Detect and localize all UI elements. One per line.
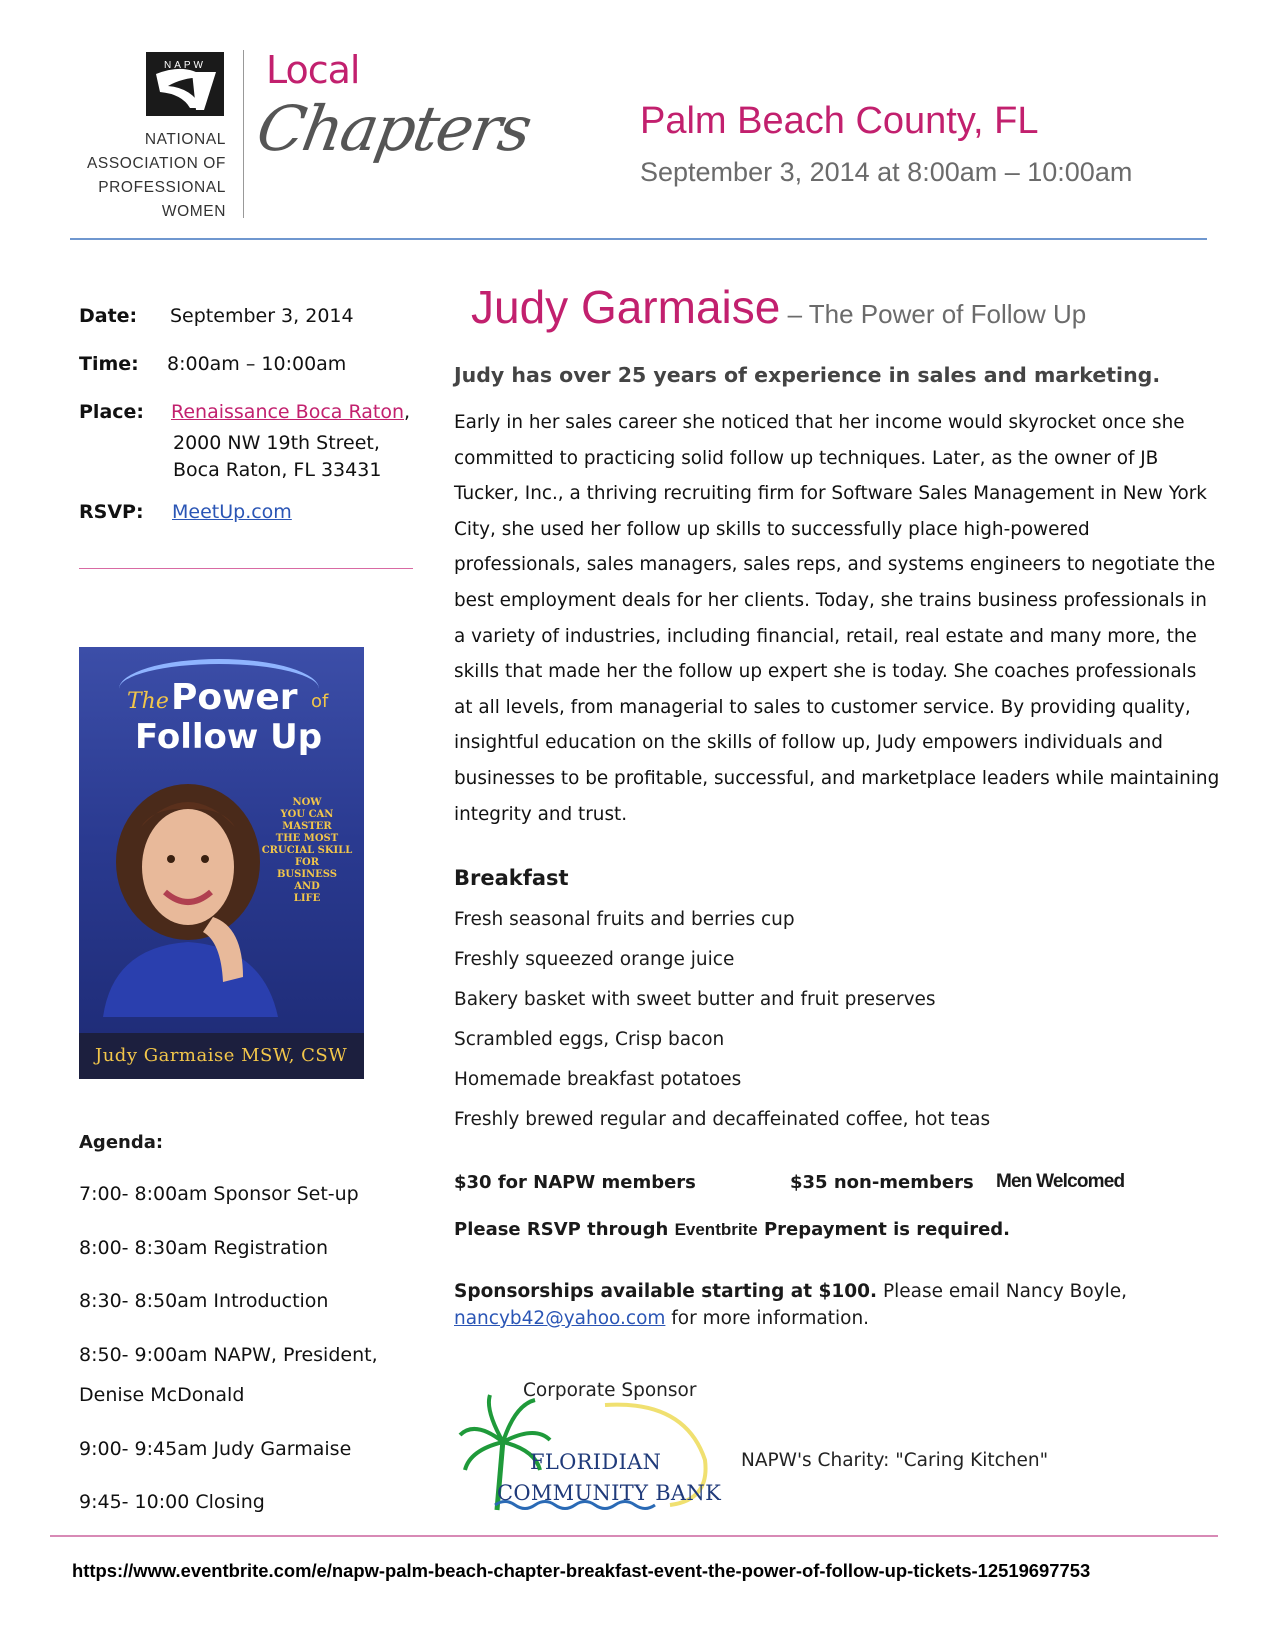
tagline-line: LIFE [293, 893, 321, 904]
agenda-item: 8:00- 8:30am Registration [79, 1237, 328, 1259]
time-row [79, 353, 347, 375]
book-title-of: of [311, 691, 329, 712]
agenda-item: 8:30- 8:50am Introduction [79, 1290, 329, 1312]
book-title-follow-up: Follow Up [135, 717, 323, 757]
city-line: Boca Raton, FL 33431 [173, 459, 382, 481]
napw-logo [146, 52, 224, 116]
bio-line: skills that made her the follow up expert she is today. She coaches professionals [454, 661, 1197, 683]
rsvp-post: Prepayment is required. [757, 1219, 1011, 1240]
date-row [79, 305, 354, 327]
rsvp-label: RSVP: [79, 501, 144, 523]
bank-name-line2: COMMUNITY BANK [497, 1481, 722, 1505]
bio-line: City, she used her follow up skills to successfully place high-powered [454, 518, 1090, 540]
speaker-title [471, 280, 1086, 334]
tagline-line: THE MOST [275, 833, 339, 844]
place-label: Place: [79, 401, 145, 423]
agenda-item: 9:00- 9:45am Judy Garmaise [79, 1438, 352, 1460]
date-value: September 3, 2014 [170, 305, 354, 327]
breakfast-item: Homemade breakfast potatoes [454, 1069, 742, 1090]
rsvp-instructions [454, 1219, 1010, 1240]
logo-divider [243, 50, 244, 218]
book-title-the: The [127, 689, 169, 714]
rsvp-pre: Please RSVP through [454, 1219, 675, 1240]
place-value [171, 401, 410, 423]
bio-line: committed to practicing solid follow up techniques. Later, as the owner of JB [454, 447, 1159, 469]
bio-line: businesses to be profitable, successful, and marketplace leaders while maintaining [454, 767, 1220, 789]
eventbrite-word: Eventbrite [674, 1220, 758, 1239]
breakfast-item: Freshly squeezed orange juice [454, 949, 735, 970]
time-label: Time: [79, 353, 139, 375]
agenda-title: Agenda: [79, 1132, 164, 1153]
book-author: Judy Garmaise MSW, CSW [79, 1033, 364, 1079]
info-divider [79, 568, 413, 569]
title-dash: – [780, 299, 809, 329]
author-portrait-icon [93, 767, 283, 1017]
bio-line: best employment deals for her clients. Today, she trains business professionals in [454, 589, 1207, 611]
org-name-line: ASSOCIATION OF [86, 155, 226, 172]
tagline-line: FOR [294, 857, 320, 868]
org-name-line: PROFESSIONAL [98, 179, 226, 196]
tagline-line: MASTER [282, 821, 332, 832]
breakfast-item: Fresh seasonal fruits and berries cup [454, 909, 795, 930]
logo-text: NAPW [164, 60, 206, 71]
speaker-name: Judy Garmaise [471, 281, 781, 333]
agenda-item: Denise McDonald [79, 1384, 245, 1406]
sponsorship-text: Please email Nancy Boyle, [877, 1281, 1128, 1302]
speaker-bio [454, 405, 1220, 832]
place-comma: , [404, 401, 411, 423]
breakfast-item: Freshly brewed regular and decaffeinated coffee, hot teas [454, 1109, 991, 1130]
rsvp-row [79, 501, 292, 523]
bio-line: Tucker, Inc., a thriving recruiting firm for Software Sales Management in New York [454, 483, 1207, 505]
bio-line: insightful education on the skills of follow up, Judy empowers individuals and [454, 732, 1163, 754]
org-name-line: NATIONAL [144, 131, 226, 148]
header-divider [70, 238, 1207, 240]
book-cover-image [79, 647, 364, 1079]
footer-divider [50, 1535, 1218, 1537]
sponsorship-bold: Sponsorships available starting at $100. [454, 1281, 878, 1302]
bio-line: integrity and trust. [454, 803, 628, 825]
chapters-wordmark: Chapters [251, 92, 536, 165]
member-price: $30 for NAPW members [454, 1172, 696, 1193]
address-line: 2000 NW 19th Street, [173, 432, 380, 454]
book-tagline [259, 797, 355, 905]
bio-line: at all levels, from managerial to sales to customer service. By providing quality, [454, 696, 1191, 718]
talk-title: The Power of Follow Up [808, 299, 1087, 329]
org-name [60, 128, 226, 224]
agenda-item: 8:50- 9:00am NAPW, President, [79, 1344, 378, 1366]
breakfast-item: Bakery basket with sweet butter and fruit preserves [454, 989, 936, 1010]
sponsorship-info [454, 1278, 1194, 1332]
bio-line: professionals, sales managers, sales reps, and systems engineers to negotiate the [454, 554, 1216, 576]
org-name-line: WOMEN [161, 203, 226, 220]
speaker-headline: Judy has over 25 years of experience in sales and marketing. [454, 363, 1161, 387]
breakfast-item: Scrambled eggs, Crisp bacon [454, 1029, 725, 1050]
time-value: 8:00am – 10:00am [167, 353, 347, 375]
charity-text: NAPW's Charity: "Caring Kitchen" [741, 1450, 1049, 1471]
agenda-item: 7:00- 8:00am Sponsor Set-up [79, 1183, 359, 1205]
venue-link[interactable]: Renaissance Boca Raton [171, 401, 404, 423]
nonmember-price: $35 non-members [790, 1172, 974, 1193]
eventbrite-url[interactable]: https://www.eventbrite.com/e/napw-palm-beach-chapter-breakfast-event-the-power-of-follow-up-tickets-12519697753 [72, 1560, 1091, 1581]
local-wordmark: Local [266, 48, 360, 92]
bio-line: a variety of industries, including financial, retail, real estate and many more, the [454, 625, 1197, 647]
tagline-line: CRUCIAL SKILL [261, 845, 353, 856]
tagline-line: BUSINESS [276, 869, 338, 880]
tagline-line: AND [294, 881, 320, 892]
tagline-line: YOU CAN [280, 809, 334, 820]
breakfast-title: Breakfast [454, 866, 569, 890]
men-welcomed: Men Welcomed [996, 1171, 1125, 1192]
email-link[interactable]: nancyb42@yahoo.com [454, 1308, 666, 1329]
sponsorship-tail: for more information. [665, 1308, 870, 1329]
book-title-power: Power [171, 677, 298, 718]
date-label: Date: [79, 305, 138, 327]
corporate-sponsor-label: Corporate Sponsor [523, 1380, 697, 1401]
place-row [79, 401, 411, 423]
chapter-title: Palm Beach County, FL [640, 100, 1039, 142]
bio-line: Early in her sales career she noticed that her income would skyrocket once she [454, 412, 1185, 433]
tagline-line: NOW [292, 797, 322, 808]
bank-name-line1: FLORIDIAN [530, 1450, 662, 1474]
header-date: September 3, 2014 at 8:00am – 10:00am [640, 157, 1133, 187]
agenda-item: 9:45- 10:00 Closing [79, 1491, 265, 1513]
meetup-link[interactable]: MeetUp.com [172, 501, 292, 523]
